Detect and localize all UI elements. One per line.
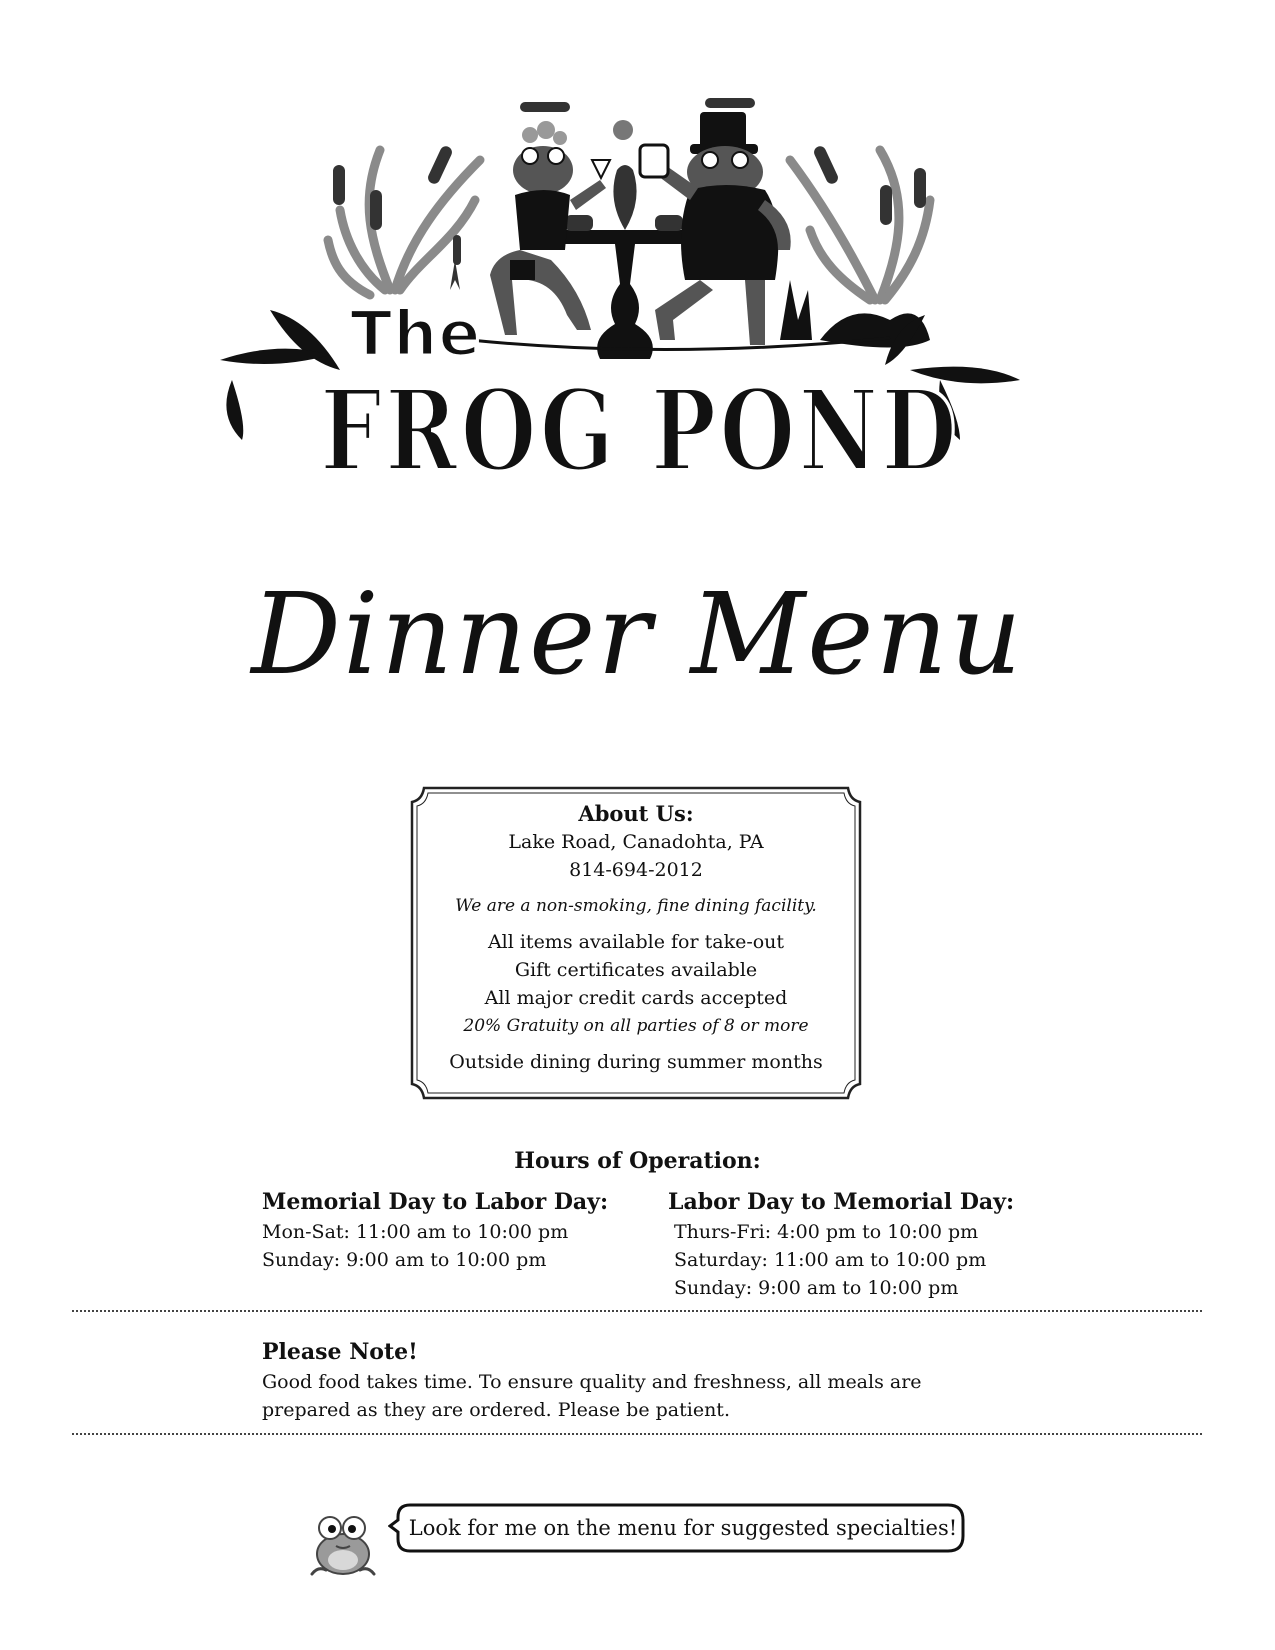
note-line: prepared as they are ordered. Please be patient. — [262, 1399, 730, 1421]
about-line: Gift certificates available — [514, 959, 758, 981]
specialties-hint: Look for me on the menu for suggested specialties! — [408, 1516, 958, 1540]
summer-hours — [262, 1186, 608, 1274]
page-title: Dinner Menu — [251, 570, 1024, 700]
about-line: All major credit cards accepted — [484, 987, 788, 1009]
hours-line: Sunday: 9:00 am to 10:00 pm — [262, 1249, 547, 1271]
frog-couple-logo-icon — [220, 90, 1060, 520]
outside-dining: Outside dining during summer months — [449, 1051, 823, 1073]
dotted-divider — [72, 1433, 1202, 1435]
hours-title: Hours of Operation: — [514, 1148, 761, 1174]
note-heading: Please Note! — [262, 1339, 418, 1365]
dotted-divider — [72, 1310, 1202, 1312]
speech-bubble — [388, 1502, 966, 1554]
logo-name-text: FROG POND — [320, 366, 960, 497]
about-us-box — [410, 786, 862, 1100]
about-line: All items available for take-out — [487, 931, 785, 953]
please-note-section — [262, 1336, 1022, 1424]
logo-the-text: The — [350, 297, 482, 370]
summer-hours-heading: Memorial Day to Labor Day: — [262, 1189, 609, 1215]
restaurant-logo — [220, 90, 1060, 520]
about-heading: About Us: — [578, 801, 694, 826]
address: Lake Road, Canadohta, PA — [508, 831, 764, 853]
hours-line: Thurs-Fri: 4:00 pm to 10:00 pm — [674, 1221, 979, 1243]
phone-number: 814-694-2012 — [569, 859, 703, 881]
winter-hours — [668, 1186, 1014, 1302]
note-line: Good food takes time. To ensure quality and freshness, all meals are — [262, 1371, 922, 1393]
winter-hours-heading: Labor Day to Memorial Day: — [668, 1189, 1015, 1215]
gratuity-note: 20% Gratuity on all parties of 8 or more — [463, 1016, 809, 1036]
frog-mascot-icon — [304, 1508, 382, 1582]
hours-line: Sunday: 9:00 am to 10:00 pm — [674, 1277, 959, 1299]
hours-line: Saturday: 11:00 am to 10:00 pm — [674, 1249, 987, 1271]
smoking-policy: We are a non-smoking, fine dining facility. — [455, 896, 817, 916]
hours-line: Mon-Sat: 11:00 am to 10:00 pm — [262, 1221, 569, 1243]
